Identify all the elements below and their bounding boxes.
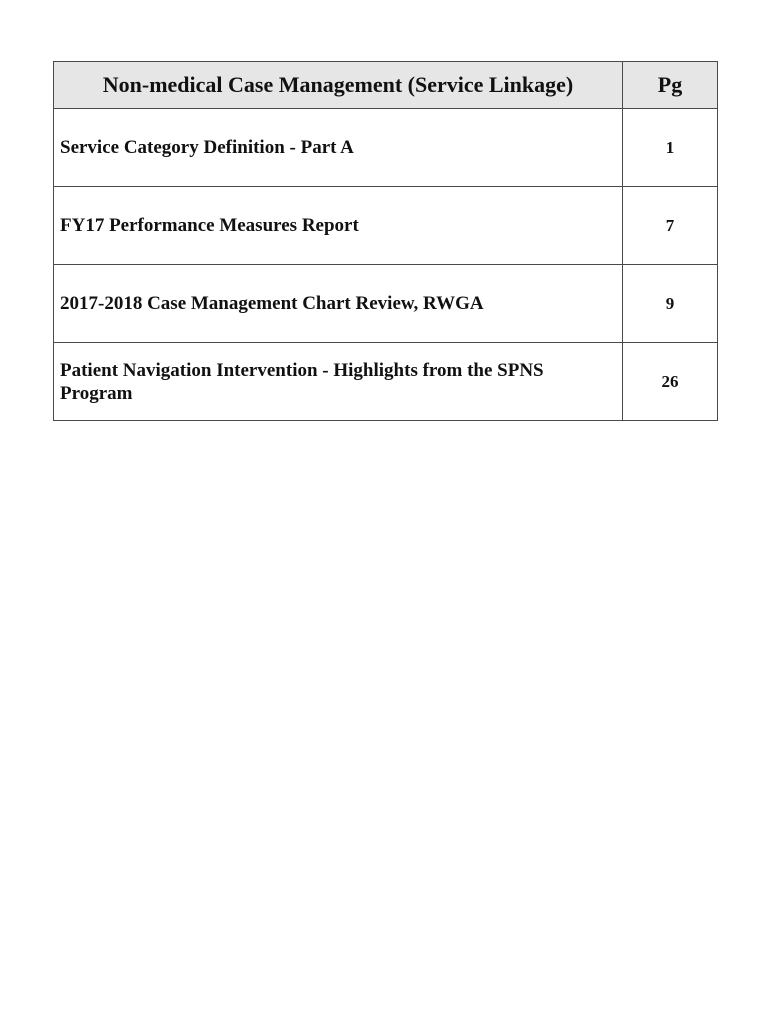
document-title-cell: Service Category Definition - Part A [54, 109, 623, 187]
document-title-cell: FY17 Performance Measures Report [54, 187, 623, 265]
table-row [54, 109, 718, 187]
page-number-cell: 1 [623, 109, 718, 187]
table-of-contents [53, 61, 718, 421]
page-column-header: Pg [623, 62, 718, 109]
header-row [54, 62, 718, 109]
table-row [54, 187, 718, 265]
section-title-header: Non-medical Case Management (Service Linkage) [54, 62, 623, 109]
document-title-cell: Patient Navigation Intervention - Highlights from the SPNS Program [54, 343, 623, 421]
table-row [54, 265, 718, 343]
page-number-cell: 7 [623, 187, 718, 265]
page-number-cell: 26 [623, 343, 718, 421]
page-number-cell: 9 [623, 265, 718, 343]
document-title-cell: 2017-2018 Case Management Chart Review, RWGA [54, 265, 623, 343]
table-row [54, 343, 718, 421]
